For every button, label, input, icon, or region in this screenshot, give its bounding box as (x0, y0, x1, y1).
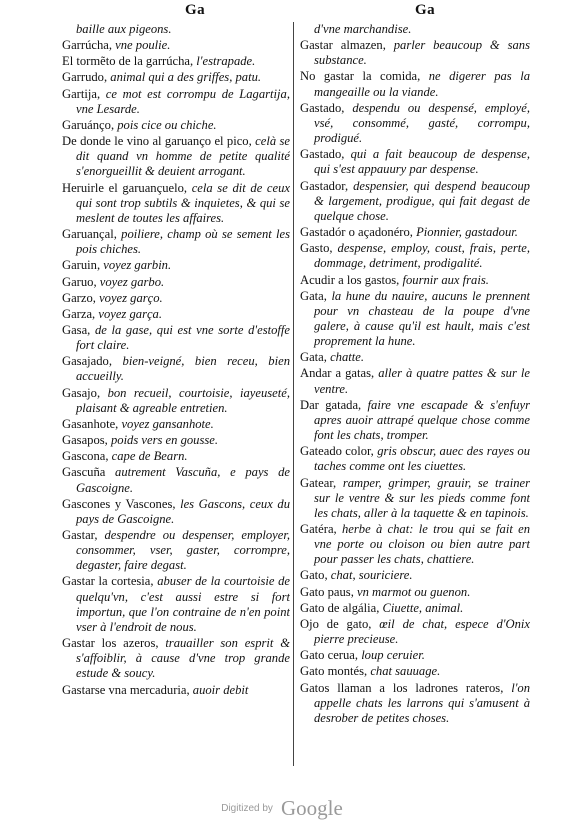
dictionary-entry (62, 433, 290, 448)
entry-headword: Gatos llaman a los ladrones rateros, (300, 680, 512, 695)
entry-headword: Garrudo, (62, 70, 111, 85)
dictionary-entry (300, 22, 530, 37)
dictionary-entry (300, 398, 530, 443)
dictionary-entry (62, 636, 290, 681)
dictionary-entry (62, 38, 290, 53)
entry-headword: Acudir a los gastos, (300, 272, 403, 287)
dictionary-entry (62, 227, 290, 257)
dictionary-entry (62, 449, 290, 464)
entry-definition: vn marmot ou guenon. (357, 584, 471, 599)
dictionary-entry (62, 574, 290, 635)
entry-headword: Ojo de gato, (300, 616, 380, 631)
dictionary-entry (62, 70, 290, 85)
entry-headword: Gastarse vna mercaduria, (62, 682, 193, 697)
entry-definition: œil de chat, espece d'Onix pierre precieuse. (314, 616, 530, 647)
dictionary-entry (300, 601, 530, 616)
entry-definition: trauailler son esprit & s'affoiblir, à cause d'vne trop grande estude & soucy. (76, 636, 290, 681)
entry-headword: No gastar la comida, (300, 69, 429, 84)
dictionary-entry (300, 101, 530, 146)
running-head-left: Ga (185, 2, 206, 18)
dictionary-entry (300, 289, 530, 350)
entry-headword: Gata, (300, 350, 331, 365)
dictionary-entry (62, 386, 290, 416)
entry-headword: Gato de algália, (300, 600, 383, 615)
digitization-watermark (0, 796, 564, 821)
entry-headword: Gatear, (300, 475, 343, 490)
entry-definition: gris obscur, auec des rayes ou taches comme ont les ciuettes. (314, 444, 530, 474)
entry-definition: de la gase, qui est vne sorte d'estoffe fort claire. (76, 322, 290, 353)
running-head-right: Ga (415, 2, 436, 18)
watermark-brand: Google (280, 796, 343, 820)
entry-definition: poids vers en gousse. (110, 433, 219, 448)
dictionary-entry (62, 528, 290, 573)
dictionary-entry (62, 22, 290, 37)
entry-headword: Gasto, (300, 241, 338, 256)
entry-definition: les Gascons, ceux du pays de Gascoigne. (76, 496, 290, 526)
dictionary-entry (300, 179, 530, 224)
dictionary-entry (62, 118, 290, 133)
entry-definition: l'on appelle chats les larrons qui s'amusent à desrober de petites choses. (314, 680, 530, 725)
entry-definition: despensier, qui despend beaucoup & largement, prodigue, qui fait degast de quelque chose. (314, 178, 530, 223)
entry-definition: Ciuette, animal. (382, 600, 464, 615)
entry-headword: Gascones y Vascones, (62, 496, 181, 511)
watermark-prefix: Digitized by (221, 803, 273, 814)
entry-definition: voyez garbin. (103, 258, 172, 273)
entry-definition: voyez gansanhote. (121, 416, 214, 431)
dictionary-entry (300, 648, 530, 663)
entry-definition: cela se dit de ceux qui sont trop subtils & inquietes, & qui se meslent de toutes les affaires. (76, 180, 290, 225)
dictionary-entry (300, 38, 530, 68)
dictionary-entry (62, 54, 290, 69)
dictionary-entry (300, 617, 530, 647)
dictionary-entry (300, 476, 530, 521)
entry-definition: abuser de la courtoisie de quelqu'vn, c'est aussi estre si fort importun, que l'on contraine de n'en point vser à l'endroit de nous. (76, 574, 290, 634)
entry-definition: bien-veigné, bien receu, bien accueilly. (76, 354, 290, 384)
entry-headword: Garrúcha, (62, 38, 116, 53)
entry-definition: cape de Bearn. (111, 449, 188, 464)
entry-definition: qui a fait beaucoup de despense, qui s'est appauury par despense. (314, 147, 530, 177)
entry-definition: herbe à chat: le trou qui se fait en vne porte ou cloison ou bien autre part pour passer les chats, chattiere. (314, 522, 530, 567)
entry-definition: auoir debit (192, 682, 249, 697)
dictionary-entry (300, 585, 530, 600)
entry-headword: Gatéra, (300, 522, 342, 536)
entry-definition: faire vne escapade & s'enfuyr apres auoir attrapé quelque chose comme font les chats, tromper. (314, 397, 530, 443)
entry-definition: bon recueil, courtoisie, iayeuseté, plaisant & agreable entretien. (76, 385, 290, 415)
dictionary-entry (300, 273, 530, 288)
entry-definition: despense, employ, coust, frais, perte, dommage, detriment, prodigalité. (314, 241, 530, 271)
entry-definition: voyez garço. (99, 290, 163, 305)
entry-definition: despendre ou despenser, employer, consommer, vser, gaster, corrompre, degaster, faire degast. (76, 528, 290, 573)
entry-headword: Gastado, (300, 147, 351, 162)
dictionary-entry (62, 87, 290, 117)
entry-definition: ramper, grimper, grauir, se trainer sur le ventre & sur les pieds comme font les chats, aller à la taquette & en tapinois. (314, 475, 530, 520)
entry-headword: Garuançal, (62, 227, 122, 242)
entry-definition: celà se dit quand vn homme de petite qualité s'enorgueillit & deuient arrogant. (76, 134, 290, 179)
entry-definition: voyez garça. (98, 306, 163, 321)
entry-definition: ce mot est corrompu de Lagartija, vne Lesarde. (76, 86, 290, 116)
entry-headword: Gascona, (62, 449, 112, 464)
entry-definition: la hune du nauire, aucuns le prennent pour vn chasteau de la poupe d'vne galere, à cause qu'il est hault, mais c'est proprement la hune. (314, 288, 530, 349)
entry-headword: Gasapos, (62, 433, 111, 448)
dictionary-entry (62, 134, 290, 179)
dictionary-entry (300, 681, 530, 726)
entry-headword: Gastar los azeros, (62, 636, 166, 651)
entry-headword: Gascuña (62, 465, 116, 480)
entry-definition: chat sauuage. (370, 664, 441, 679)
entry-definition: despendu ou despensé, employé, vsé, consommé, gasté, corrompu, prodigué. (314, 100, 530, 146)
column-divider (293, 22, 294, 766)
entry-headword: Gastar la cortesia, (62, 574, 158, 589)
entry-headword: Andar a gatas, (300, 366, 379, 381)
entry-definition: chatte. (330, 350, 364, 365)
dictionary-entry (300, 444, 530, 474)
entry-definition: d'vne marchandise. (314, 22, 412, 36)
dictionary-entry (300, 664, 530, 679)
dictionary-entry (300, 225, 530, 240)
dictionary-entry (300, 522, 530, 567)
entry-headword: Gastadór o açadonéro, (300, 225, 417, 240)
left-column (62, 22, 290, 786)
dictionary-entry (300, 366, 530, 396)
entry-headword: Garuo, (62, 274, 100, 289)
entry-definition: chat, souriciere. (330, 568, 413, 583)
dictionary-entry (62, 465, 290, 495)
entry-definition: fournir aux frais. (402, 272, 489, 287)
dictionary-entry (62, 258, 290, 273)
dictionary-entry (62, 683, 290, 698)
entry-headword: Gasajo, (62, 385, 108, 400)
entry-headword: El tormẽto de la garrúcha, (62, 54, 197, 69)
entry-headword: Gasanhote, (62, 416, 122, 431)
entry-definition: animal qui a des griffes, patu. (110, 70, 262, 85)
entry-definition: parler beaucoup & sans substance. (314, 38, 530, 68)
dictionary-entry (300, 147, 530, 177)
dictionary-entry (62, 291, 290, 306)
dictionary-entry (300, 69, 530, 99)
entry-headword: Gastar, (62, 528, 105, 542)
dictionary-entry (300, 241, 530, 271)
entry-definition: voyez garbo. (99, 274, 165, 289)
entry-headword: Gastador, (300, 178, 354, 193)
entry-headword: Garzo, (62, 290, 100, 305)
right-column (300, 22, 530, 786)
entry-headword: Gato montés, (300, 664, 371, 679)
entry-headword: Gato paus, (300, 584, 358, 599)
entry-headword: Gato, (300, 568, 331, 583)
entry-headword: Heruirle el garuançuelo, (62, 180, 192, 195)
dictionary-entry (300, 350, 530, 365)
dictionary-entry (62, 275, 290, 290)
entry-definition: l'estrapade. (196, 54, 256, 69)
entry-headword: Dar gatada, (300, 397, 368, 412)
entry-definition: Pionnier, gastadour. (416, 225, 518, 240)
entry-headword: Gata, (300, 288, 332, 303)
entry-definition: baille aux pigeons. (76, 22, 172, 36)
entry-definition: ne digerer pas la mangeaille ou la viande. (314, 69, 530, 99)
entry-headword: Gato cerua, (300, 648, 362, 663)
entry-definition: poiliere, champ où se sement les pois chiches. (76, 227, 290, 257)
entry-headword: Gasajado, (62, 354, 123, 369)
entry-headword: Gateado color, (300, 444, 378, 459)
entry-headword: Garuin, (62, 258, 104, 273)
dictionary-entry (62, 497, 290, 527)
dictionary-entry (62, 181, 290, 226)
entry-definition: vne poulie. (115, 38, 171, 53)
entry-headword: Gasa, (62, 322, 95, 337)
dictionary-entry (62, 417, 290, 432)
entry-headword: Gastado, (300, 100, 353, 115)
entry-definition: loup ceruier. (361, 648, 425, 663)
entry-definition: pois cice ou chiche. (117, 117, 217, 132)
entry-headword: Gartija, (62, 86, 106, 101)
entry-definition: autrement Vascuña, e pays de Gascoigne. (76, 465, 290, 495)
dictionary-entry (300, 568, 530, 583)
entry-definition: aller à quatre pattes & sur le ventre. (314, 366, 530, 396)
dictionary-entry (62, 354, 290, 384)
entry-headword: Garza, (62, 306, 99, 321)
entry-headword: Gastar almazen, (300, 38, 394, 53)
entry-headword: Garuánço, (62, 117, 118, 132)
entry-headword: De donde le vino al garuanço el pico, (62, 134, 256, 149)
dictionary-entry (62, 323, 290, 353)
dictionary-entry (62, 307, 290, 322)
